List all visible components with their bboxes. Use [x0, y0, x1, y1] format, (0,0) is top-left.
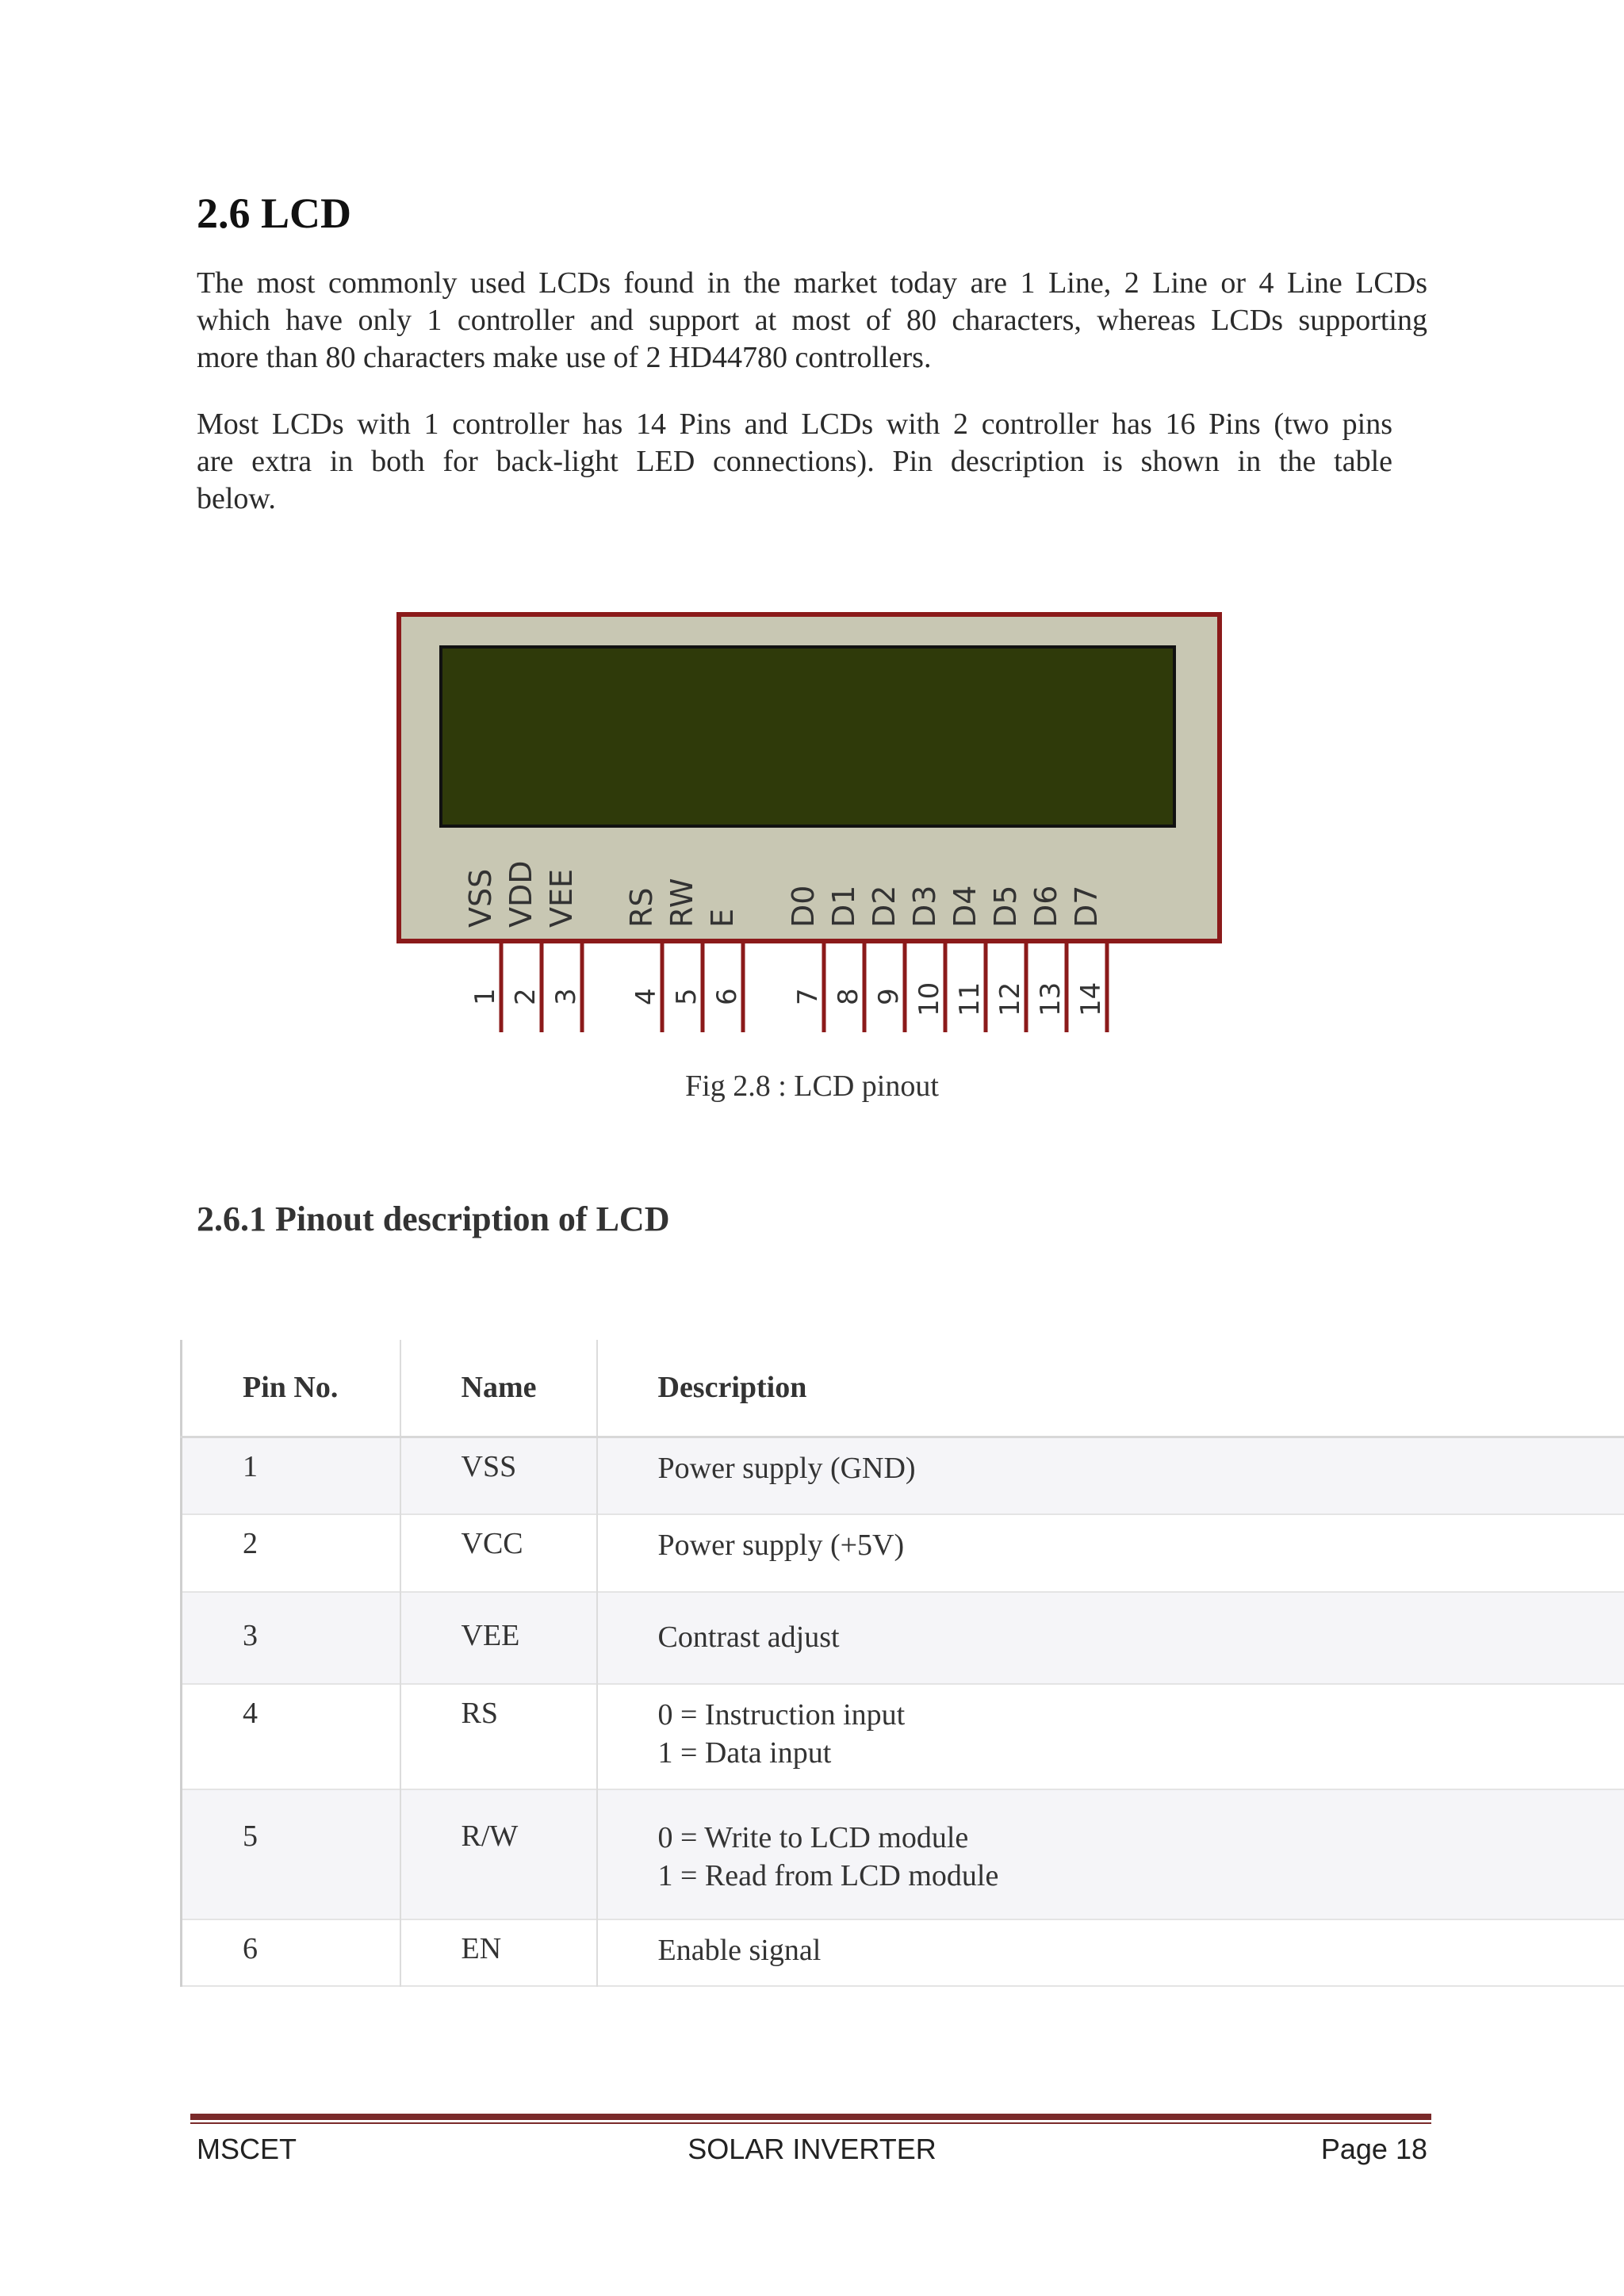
cell-name: RS — [400, 1684, 597, 1789]
pin-number: 9 — [873, 988, 905, 1005]
description-line: 1 = Data input — [657, 1736, 832, 1770]
cell-pin: 1 — [182, 1437, 400, 1514]
cell-description — [597, 1919, 1624, 1986]
intro-paragraph — [197, 265, 1427, 377]
table-row — [182, 1514, 1624, 1592]
table-row — [182, 1684, 1624, 1789]
footer-rule-thin — [190, 2122, 1431, 2124]
cell-pin: 6 — [182, 1919, 400, 1986]
pin-number: 13 — [1035, 982, 1067, 1016]
table-header-row — [182, 1340, 1624, 1437]
footer-institution: MSCET — [197, 2133, 297, 2165]
description-line: 0 = Instruction input — [657, 1698, 906, 1732]
pin-label: D7 — [1069, 885, 1104, 928]
description-line: 0 = Write to LCD module — [657, 1821, 969, 1854]
paragraph-line: Most LCDs with 1 controller has 14 Pins and LCDs with 2 controller has 16 Pins (two pins — [197, 408, 1392, 441]
paragraph-line: which have only 1 controller and support at most of 80 characters, whereas LCDs supporting — [197, 304, 1427, 337]
pin-label: D0 — [786, 885, 821, 928]
pins-paragraph — [197, 406, 1392, 518]
cell-name: VEE — [400, 1592, 597, 1684]
footer-rule — [190, 2114, 1431, 2120]
cell-pin: 4 — [182, 1684, 400, 1789]
figure-caption: Fig 2.8 : LCD pinout — [685, 1070, 939, 1103]
pin-number: 10 — [914, 982, 945, 1016]
pin-label: D5 — [988, 885, 1023, 928]
pin-number: 8 — [833, 988, 864, 1005]
paragraph-line: more than 80 characters make use of 2 HD44780 controllers. — [197, 341, 932, 374]
pin-label: D3 — [907, 885, 942, 928]
description-line: Power supply (GND) — [657, 1451, 916, 1485]
pin-label: D6 — [1028, 885, 1063, 928]
footer-title: SOLAR INVERTER — [688, 2133, 936, 2165]
pin-number: 4 — [630, 988, 662, 1005]
cell-name: R/W — [400, 1789, 597, 1919]
pin-label: RW — [665, 878, 699, 928]
pin-number: 12 — [994, 982, 1026, 1016]
pin-number: 11 — [954, 982, 986, 1016]
pin-description-table — [180, 1340, 1624, 1987]
cell-description — [597, 1514, 1624, 1592]
section-heading: 2.6 LCD — [197, 189, 352, 237]
table-row — [182, 1919, 1624, 1986]
paragraph-line: below. — [197, 482, 276, 515]
lcd-screen — [441, 647, 1174, 826]
lcd-pinout-figure — [396, 612, 1229, 1040]
cell-name: VSS — [400, 1437, 597, 1514]
table-row — [182, 1437, 1624, 1514]
footer-page-number: Page 18 — [1320, 2133, 1427, 2165]
cell-name: VCC — [400, 1514, 597, 1592]
description-line: Contrast adjust — [657, 1621, 840, 1654]
table-row — [182, 1592, 1624, 1684]
pin-label: VSS — [463, 868, 498, 928]
description-line: Enable signal — [657, 1934, 822, 1967]
cell-description — [597, 1437, 1624, 1514]
pin-label: VDD — [504, 860, 538, 928]
pin-label: VEE — [544, 868, 579, 928]
pin-number: 14 — [1075, 982, 1107, 1016]
header-name: Name — [400, 1340, 597, 1437]
cell-description — [597, 1684, 1624, 1789]
cell-pin: 2 — [182, 1514, 400, 1592]
cell-name: EN — [400, 1919, 597, 1986]
description-line: Power supply (+5V) — [657, 1529, 905, 1562]
header-pin-no: Pin No. — [182, 1340, 400, 1437]
pin-label: E — [705, 908, 740, 928]
pin-number: 3 — [550, 988, 582, 1005]
cell-description — [597, 1789, 1624, 1919]
subsection-heading: 2.6.1 Pinout description of LCD — [197, 1200, 670, 1238]
pin-number: 5 — [671, 988, 703, 1005]
paragraph-line: The most commonly used LCDs found in the market today are 1 Line, 2 Line or 4 Line LCDs — [197, 266, 1427, 300]
cell-pin: 3 — [182, 1592, 400, 1684]
table-row — [182, 1789, 1624, 1919]
pin-label: RS — [624, 887, 659, 928]
pin-number: 6 — [711, 988, 743, 1005]
pin-number: 1 — [469, 988, 501, 1005]
pin-label: D2 — [867, 885, 902, 928]
description-line: 1 = Read from LCD module — [657, 1859, 999, 1892]
cell-pin: 5 — [182, 1789, 400, 1919]
cell-description — [597, 1592, 1624, 1684]
pin-number: 2 — [510, 988, 542, 1005]
pin-label: D4 — [948, 885, 982, 928]
pin-number: 7 — [792, 988, 824, 1005]
paragraph-line: are extra in both for back-light LED connections). Pin description is shown in the table — [197, 445, 1392, 478]
pin-label: D1 — [826, 885, 861, 928]
header-description: Description — [597, 1340, 1624, 1437]
